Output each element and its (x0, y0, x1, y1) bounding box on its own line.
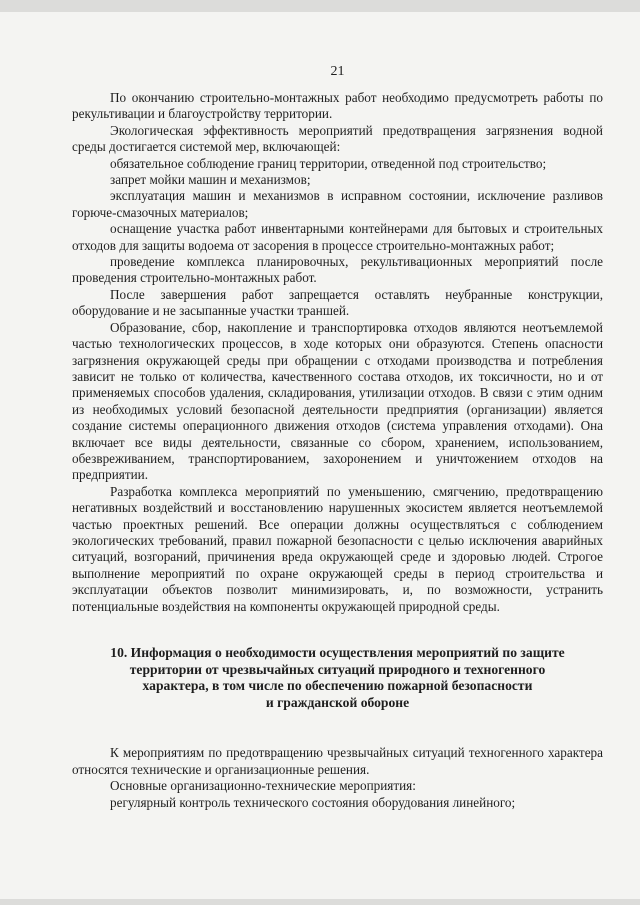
list-item: эксплуатация машин и механизмов в исправном состоянии, исключение разливов горюче-смазочных материалов; (72, 188, 603, 220)
section-heading-line: территории от чрезвычайных ситуаций природного и техногенного (129, 661, 546, 677)
page-number: 21 (330, 64, 345, 79)
section-heading-line: 10. Информация о необходимости осуществления мероприятий по защите (110, 645, 565, 660)
paragraph: Экологическая эффективность мероприятий предотвращения загрязнения водной среды достигается системой мер, включающей: (72, 122, 603, 155)
page-content (72, 62, 603, 811)
list-item: оснащение участка работ инвентарными контейнерами для бытовых и строительных отходов для защиты водоема от засорения в процессе строительно-монтажных работ; (72, 221, 603, 253)
paragraph: Образование, сбор, накопление и транспортировка отходов являются неотъемлемой частью технологических процессов, в ходе которых они образуются. Степень опасности загрязнения окружающей среды при обращении с отходами производства и потребления зависит не только от количества, качественного состава отходов, их токсичности, но и от применяемых способов удаления, складирования, утилизации отходов. В связи с этим одним из необходимых условий безопасной деятельности предприятия (организации) является создание системы операционного движения отходов (система управления отходами). Она включает все виды деятельности, связанные со сбором, хранением, использованием, обезвреживанием, транспортированием, захоронением и уничтожением отходов на предприятии. (72, 319, 603, 483)
scan-top-edge (0, 0, 640, 12)
paragraph: После завершения работ запрещается оставлять неубранные конструкции, оборудование и не засыпанные участки траншей. (72, 286, 603, 319)
paragraph: Разработка комплекса мероприятий по уменьшению, смягчению, предотвращению негативных воздействий и восстановлению нарушенных экосистем является неотъемлемой частью проектных решений. Все операции должны осуществляться с соблюдением экологических требований, правил пожарной безопасности с целью исключения аварийных ситуаций, возгораний, причинения вреда окружающей среде и здоровью людей. Строгое выполнение мероприятий по охране окружающей среды в период строительства и эксплуатации объектов позволит минимизировать, и, по возможности, устранить потенциальные воздействия на компоненты окружающей природной среды. (72, 483, 603, 614)
section-heading (72, 645, 603, 711)
paragraph: По окончанию строительно-монтажных работ необходимо предусмотреть работы по рекультивации и благоустройству территории. (72, 90, 603, 122)
section-heading-line: и гражданской обороне (265, 694, 410, 710)
paragraph: К мероприятиям по предотвращению чрезвычайных ситуаций техногенного характера относятся технические и организационные решения. (72, 745, 603, 777)
list-item: проведение комплекса планировочных, рекультивационных мероприятий после проведения строительно-монтажных работ. (72, 254, 603, 286)
paragraph: Основные организационно-технические мероприятия: (110, 778, 416, 794)
spacer (72, 711, 603, 745)
list-item: регулярный контроль технического состояния оборудования линейного; (110, 794, 516, 810)
list-item: запрет мойки машин и механизмов; (110, 172, 311, 188)
list-item: обязательное соблюдение границ территории, отведенной под строительство; (110, 155, 547, 171)
section-heading-line: характера, в том числе по обеспечению пожарной безопасности (142, 678, 533, 694)
scan-bottom-edge (0, 899, 640, 905)
